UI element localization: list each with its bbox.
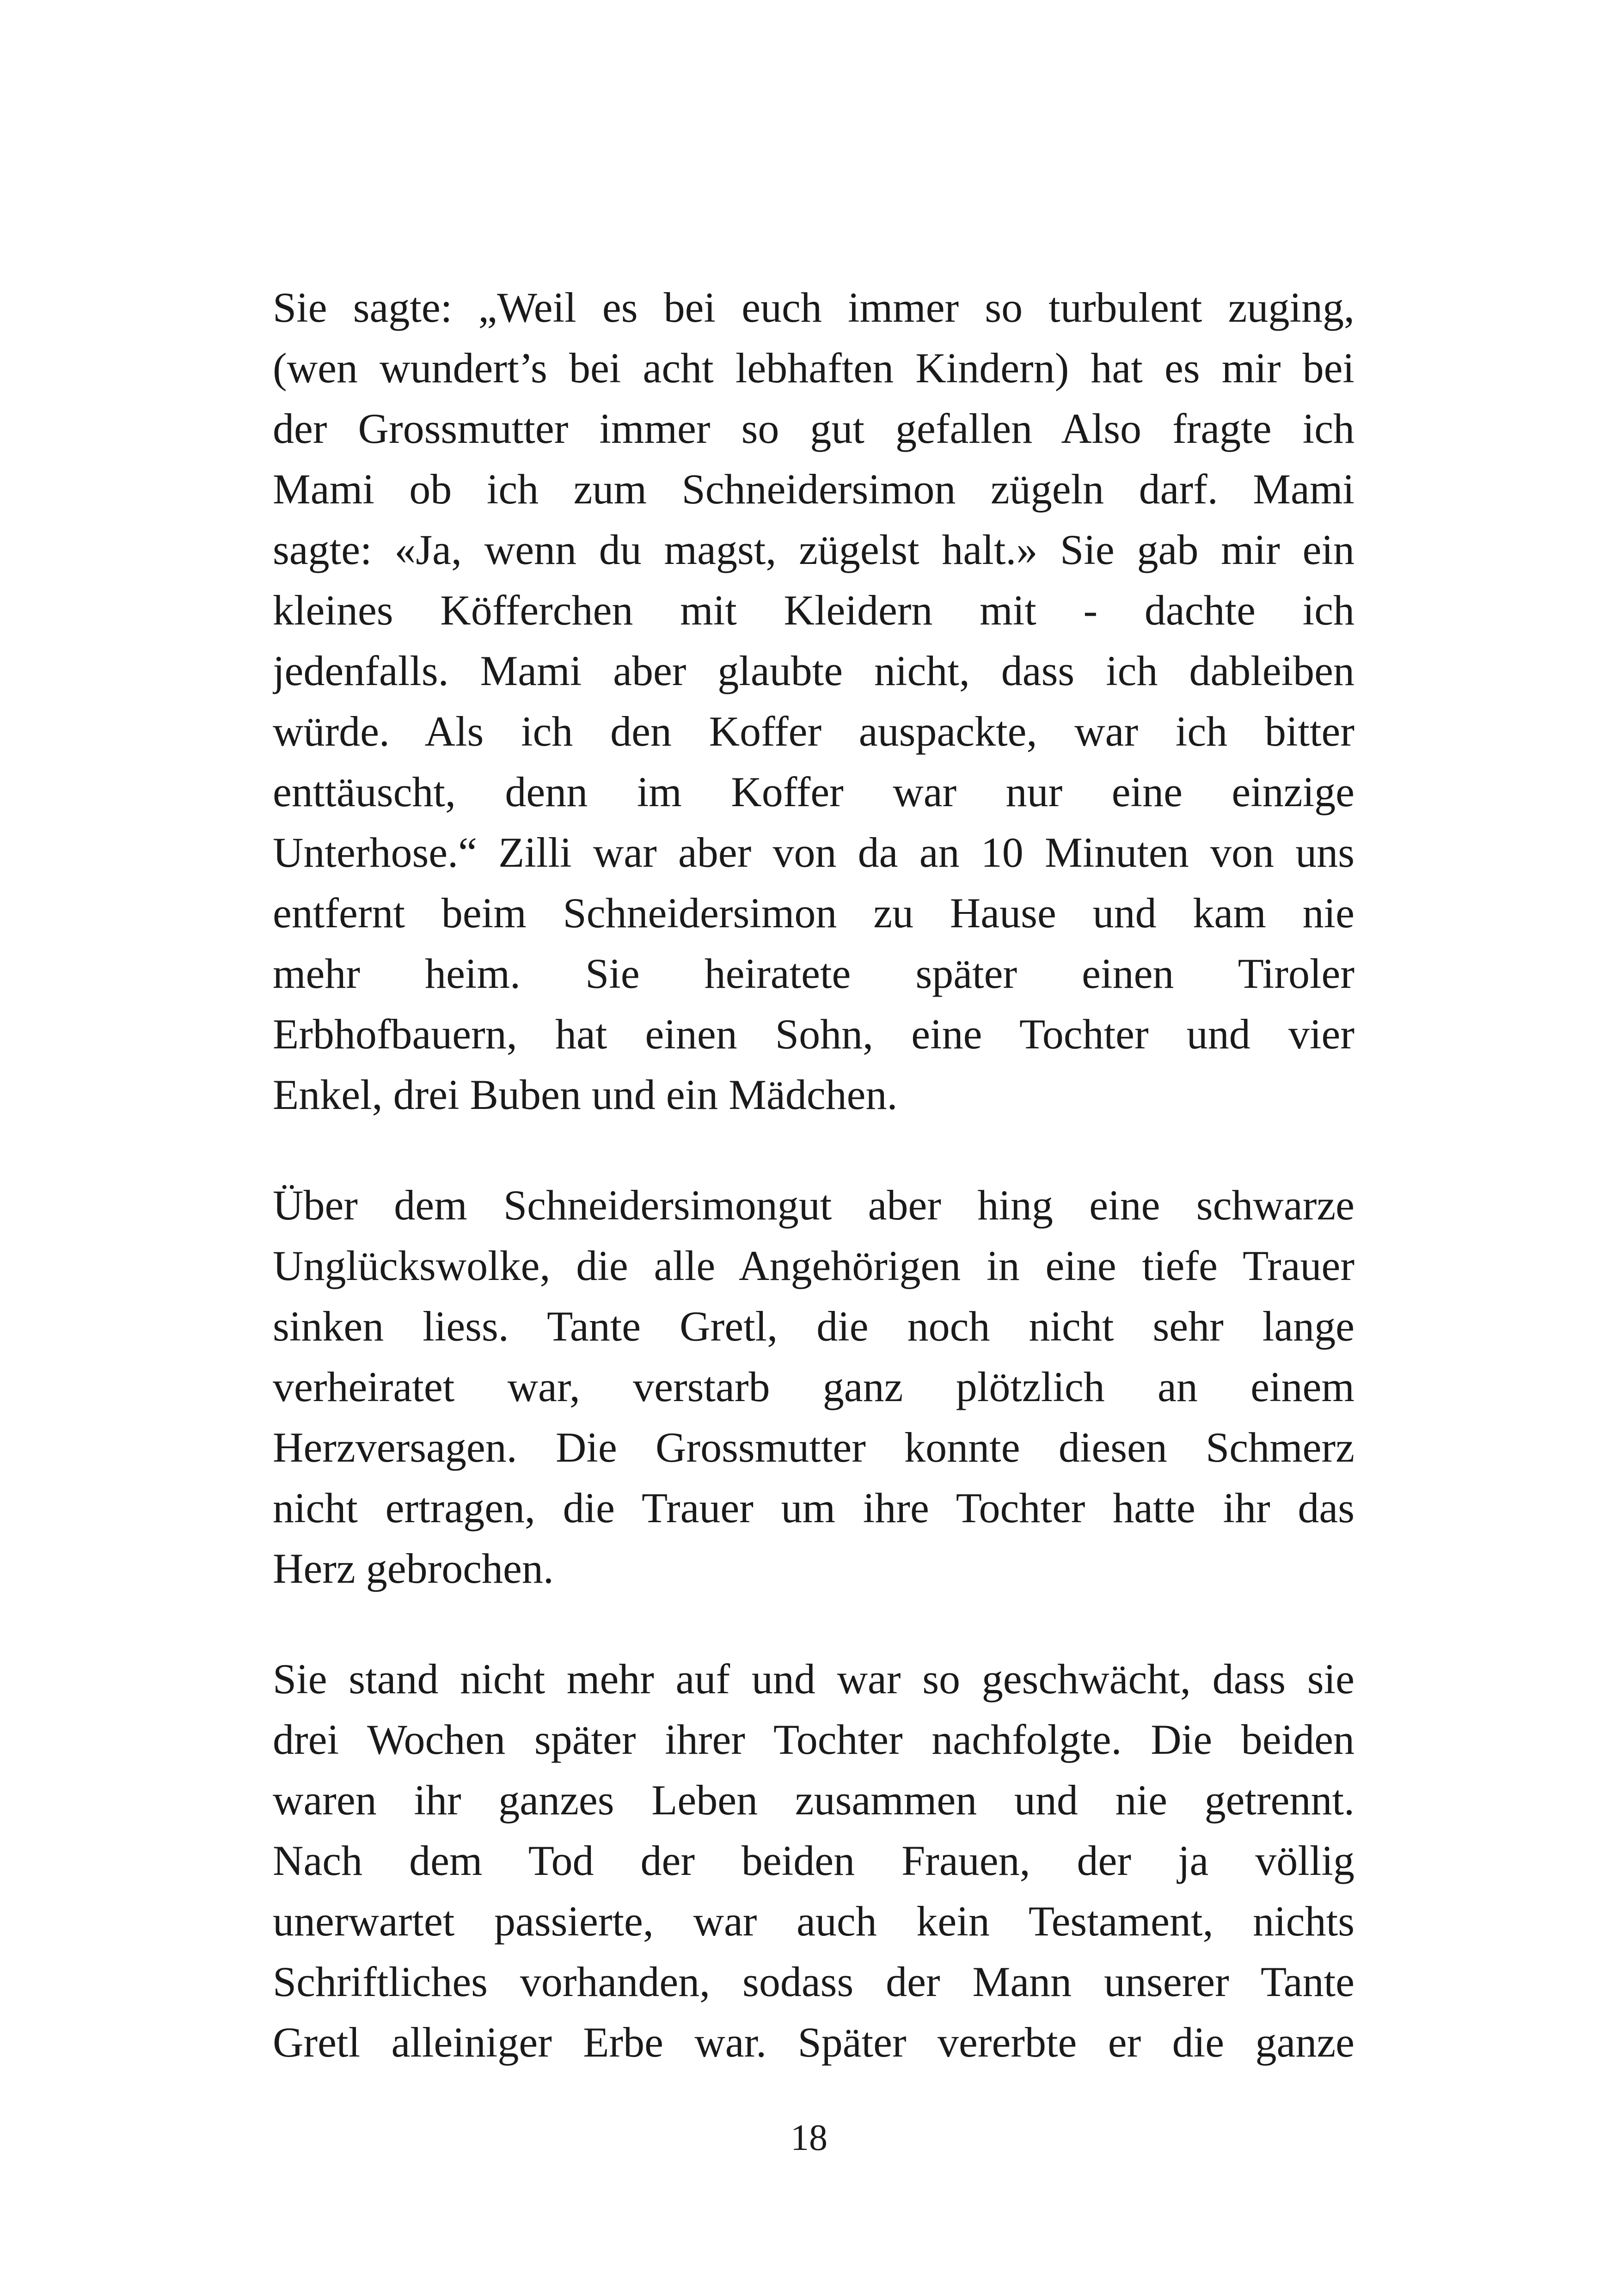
text-line: kleines Köfferchen mit Kleidern mit - dachte ich	[273, 587, 1354, 634]
text-line: Enkel, drei Buben und ein Mädchen.	[273, 1071, 898, 1118]
text-line: unerwartet passierte, war auch kein Testament, nichts	[273, 1898, 1354, 1945]
text-line: Unglückswolke, die alle Angehörigen in eine tiefe Trauer	[273, 1242, 1354, 1289]
text-line: Herzversagen. Die Grossmutter konnte diesen Schmerz	[273, 1424, 1354, 1471]
text-line: Erbhofbauern, hat einen Sohn, eine Tochter und vier	[273, 1010, 1354, 1058]
body-text	[273, 277, 1354, 2123]
text-line: Herz gebrochen.	[273, 1545, 554, 1592]
text-line: Mami ob ich zum Schneidersimon zügeln darf. Mami	[273, 465, 1354, 513]
text-line: jedenfalls. Mami aber glaubte nicht, dass ich dableiben	[273, 647, 1354, 694]
page-number: 18	[791, 2118, 827, 2158]
text-line: Unterhose.“ Zilli war aber von da an 10 Minuten von uns	[273, 829, 1354, 876]
text-line: entfernt beim Schneidersimon zu Hause und kam nie	[273, 889, 1354, 937]
text-line: Nach dem Tod der beiden Frauen, der ja völlig	[273, 1837, 1354, 1884]
text-line: Schriftliches vorhanden, sodass der Mann unserer Tante	[273, 1958, 1354, 2005]
text-line: Sie stand nicht mehr auf und war so geschwächt, dass sie	[273, 1655, 1354, 1702]
text-line: Über dem Schneidersimongut aber hing eine schwarze	[273, 1182, 1354, 1229]
paragraph-3	[273, 1649, 1354, 2073]
text-line: enttäuscht, denn im Koffer war nur eine einzige	[273, 768, 1354, 815]
text-line: sinken liess. Tante Gretl, die noch nicht sehr lange	[273, 1303, 1354, 1350]
text-line: nicht ertragen, die Trauer um ihre Tochter hatte ihr das	[273, 1484, 1354, 1531]
text-line: der Grossmutter immer so gut gefallen Also fragte ich	[273, 405, 1354, 452]
text-line: sagte: «Ja, wenn du magst, zügelst halt.» Sie gab mir ein	[273, 526, 1354, 573]
text-line: mehr heim. Sie heiratete später einen Tiroler	[273, 950, 1354, 997]
text-line: drei Wochen später ihrer Tochter nachfolgte. Die beiden	[273, 1716, 1354, 1763]
text-line: würde. Als ich den Koffer auspackte, war ich bitter	[273, 708, 1354, 755]
text-line: verheiratet war, verstarb ganz plötzlich an einem	[273, 1363, 1354, 1410]
text-line: waren ihr ganzes Leben zusammen und nie getrennt.	[273, 1776, 1354, 1824]
paragraph-2	[273, 1175, 1354, 1599]
paragraph-1	[273, 277, 1354, 1125]
text-line: Gretl alleiniger Erbe war. Später vererbte er die ganze	[273, 2019, 1354, 2066]
text-line: (wen wundert’s bei acht lebhaften Kindern) hat es mir bei	[273, 344, 1354, 392]
text-line: Sie sagte: „Weil es bei euch immer so turbulent zuging,	[273, 284, 1354, 331]
